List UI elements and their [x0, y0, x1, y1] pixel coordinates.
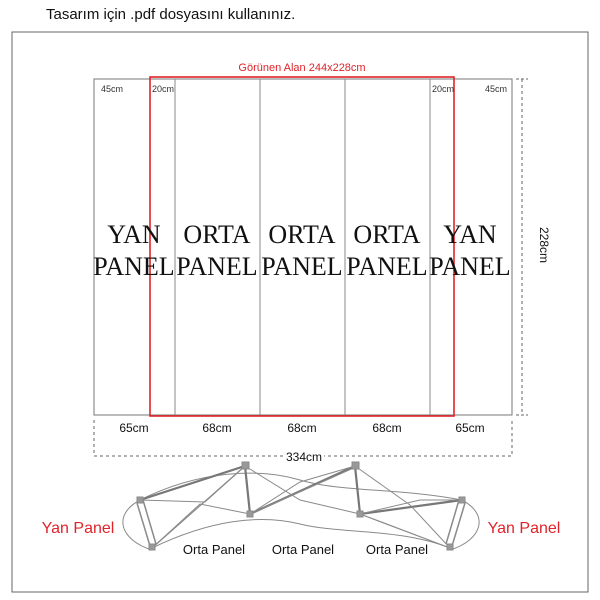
- middle-panel-label-2: Orta Panel: [271, 542, 335, 557]
- panel-2-line2: PANEL: [176, 252, 258, 281]
- panel-5-line2: PANEL: [429, 252, 511, 281]
- middle-panel-label-3: Orta Panel: [365, 542, 429, 557]
- width-label-1: 65cm: [119, 421, 149, 435]
- right-outer-margin-label: 45cm: [485, 84, 508, 94]
- height-label: 228cm: [537, 226, 551, 264]
- left-inner-margin-label: 20cm: [152, 84, 175, 94]
- frame-top-view: [123, 462, 479, 550]
- width-label-2: 68cm: [202, 421, 232, 435]
- panel-2-line1: ORTA: [183, 220, 251, 249]
- width-label-5: 65cm: [455, 421, 485, 435]
- width-label-3: 68cm: [287, 421, 317, 435]
- right-inner-margin-label: 20cm: [432, 84, 455, 94]
- panel-3-line1: ORTA: [268, 220, 336, 249]
- visible-area-label: Görünen Alan 244x228cm: [238, 62, 366, 74]
- total-width-label: 334cm: [285, 450, 323, 464]
- panel-1-line1: YAN: [107, 220, 161, 249]
- middle-panel-label-1: Orta Panel: [182, 542, 246, 557]
- left-side-panel-label: Yan Panel: [41, 520, 115, 537]
- panel-4-line2: PANEL: [346, 252, 428, 281]
- panel-5-line1: YAN: [443, 220, 497, 249]
- left-outer-margin-label: 45cm: [101, 84, 124, 94]
- panel-4-line1: ORTA: [353, 220, 421, 249]
- panel-1-line2: PANEL: [93, 252, 175, 281]
- panel-3-line2: PANEL: [261, 252, 343, 281]
- width-label-4: 68cm: [372, 421, 402, 435]
- right-side-panel-label: Yan Panel: [487, 520, 561, 537]
- instruction-text: Tasarım için .pdf dosyasını kullanınız.: [46, 6, 296, 23]
